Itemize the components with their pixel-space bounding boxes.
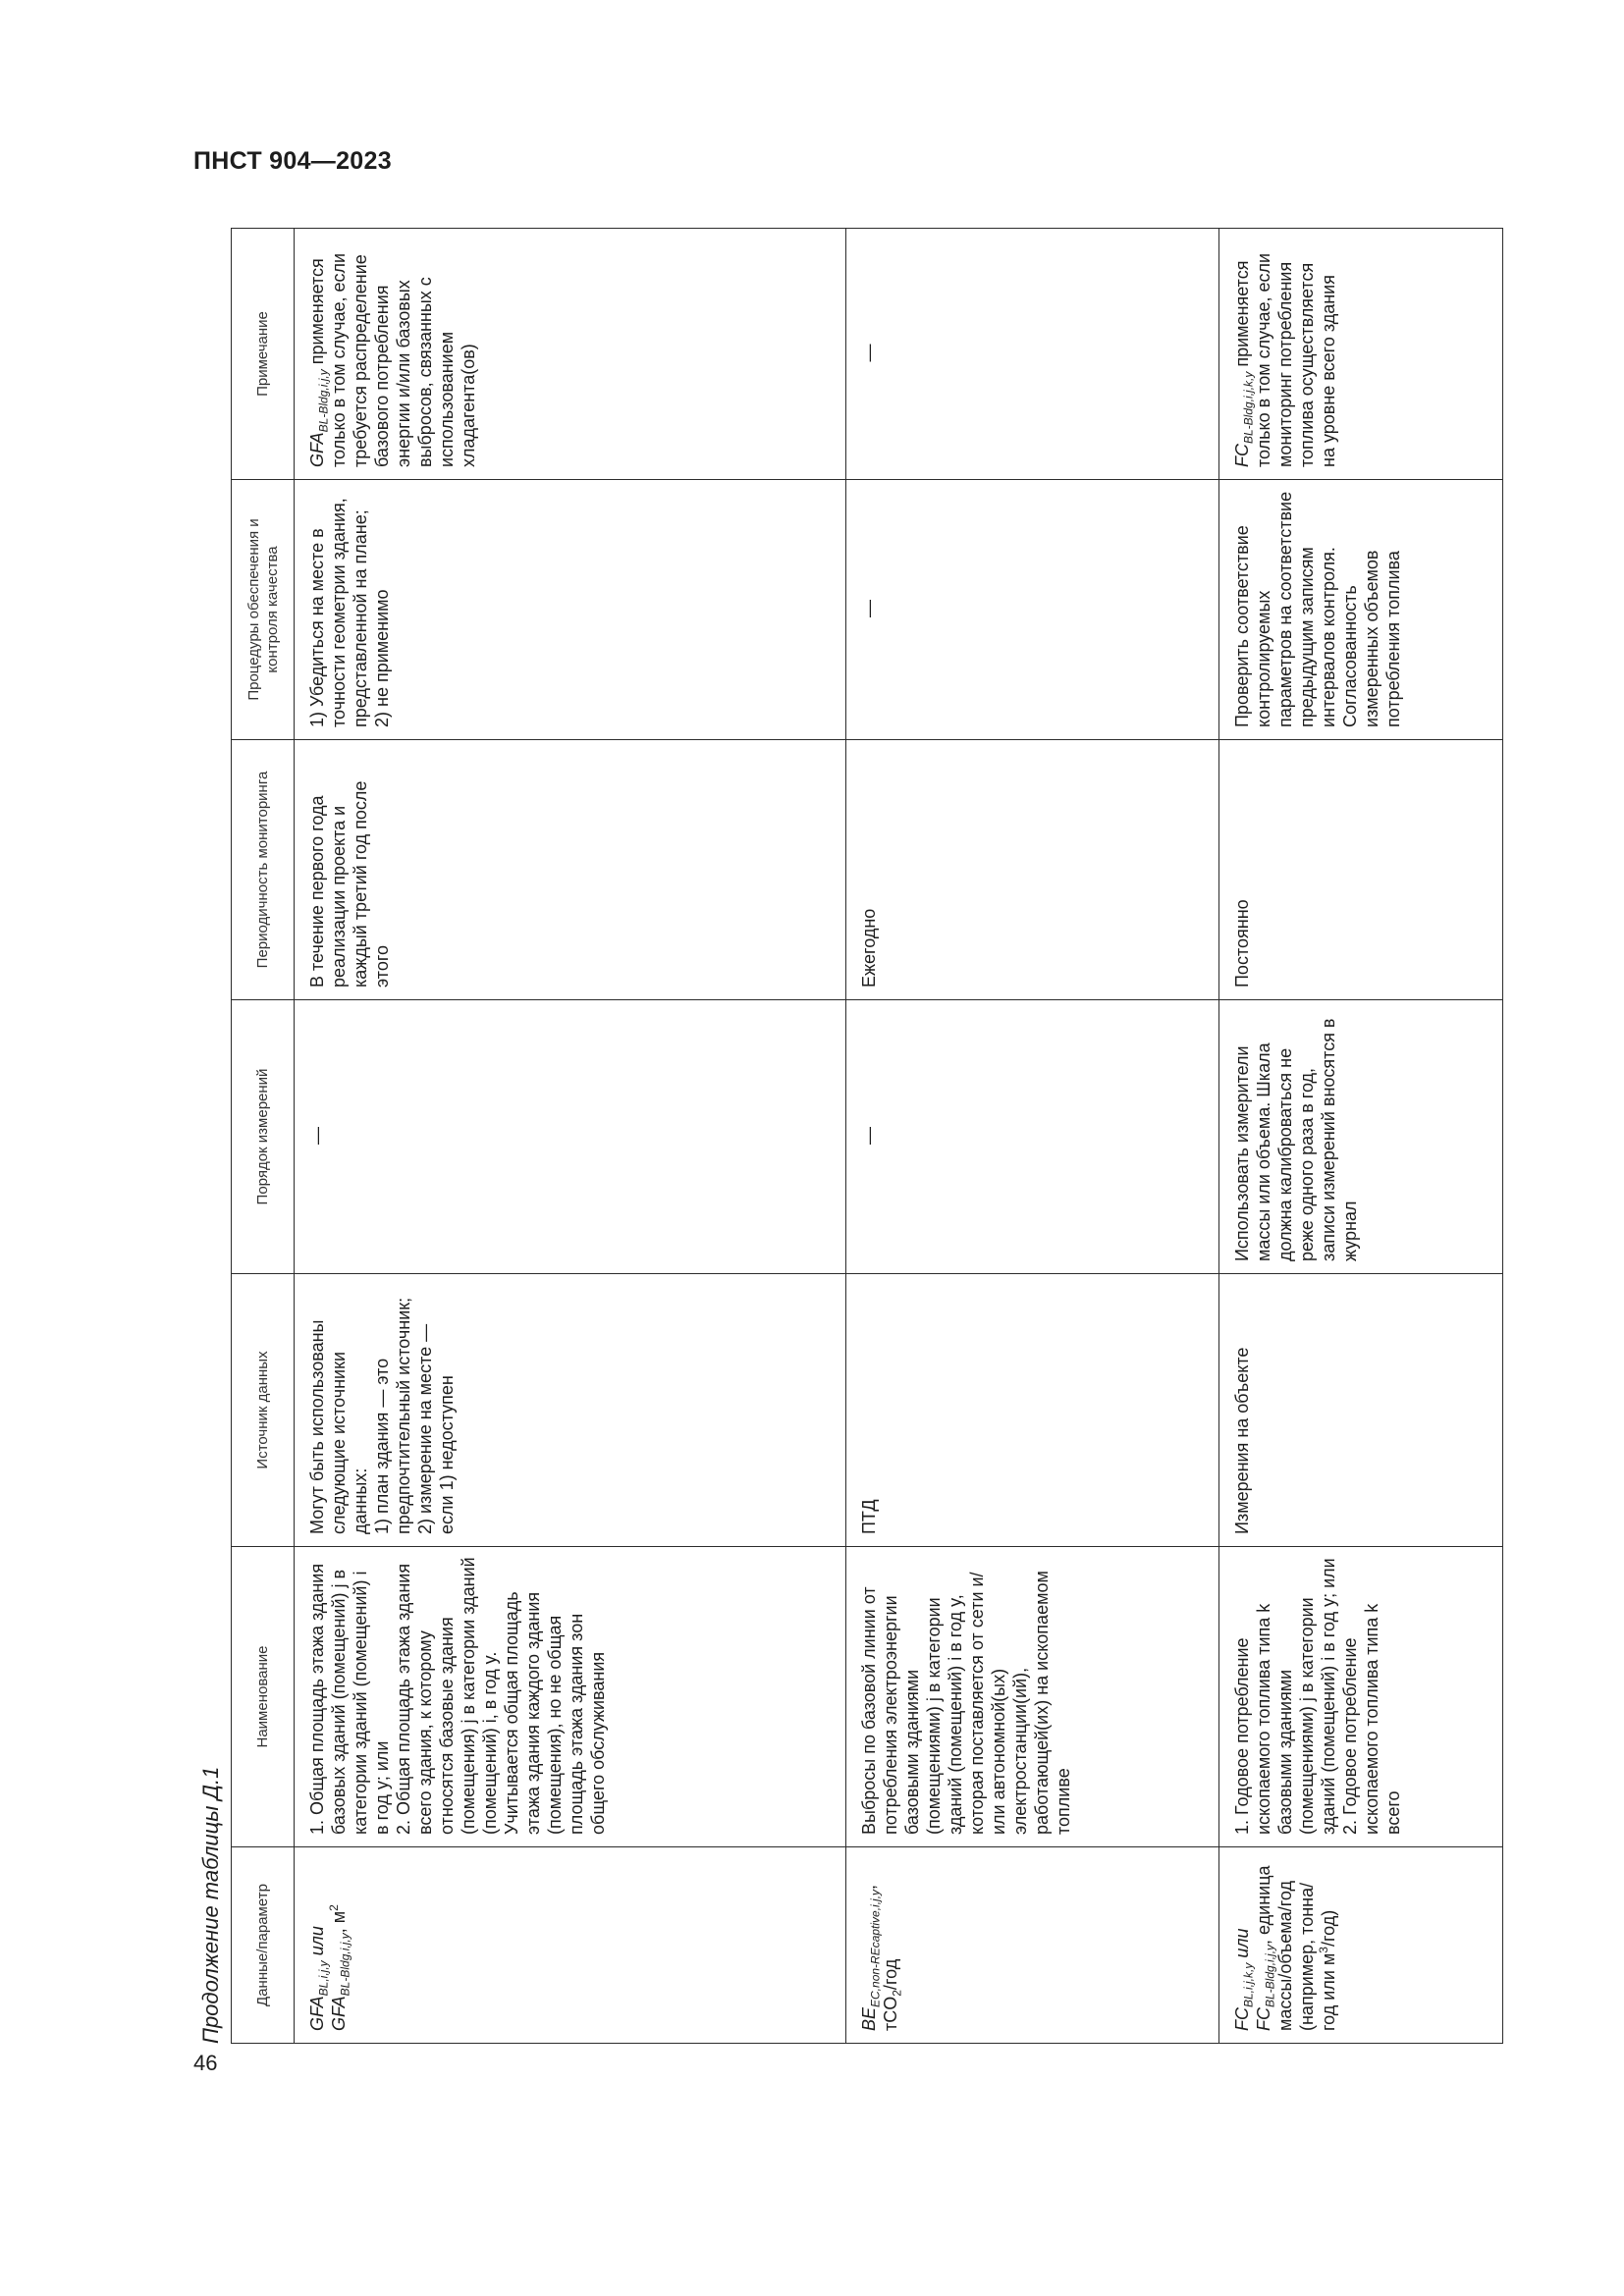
- note-cell: $FC_{BL-Bldg,i,j,k,y}$ применяется только в том случае, если мониторинг потребления топлива осуществляется на уровне всего здания: [1219, 229, 1503, 480]
- page-number: 46: [193, 2051, 218, 2075]
- name-cell: Выбросы по базовой линии от потребления электроэнергии базовыми зданиями (помещениями) j в категории зданий (помещений) i в год y, которая поставляется от сети и/или автономной(ых) электростанции(ий), работающей(их) на ископаемом топливе: [846, 1547, 1219, 1847]
- table-row: [1219, 229, 1503, 2044]
- column-header: Источник данных: [232, 1274, 295, 1547]
- qa-qc-cell: 1) Убедиться на месте в точности геометрии здания, представленной на плане; 2) не применимо: [295, 480, 846, 740]
- source-cell: Могут быть использованы следующие источники данных: 1) план здания — это предпочтительный источник; 2) измерение на месте — если 1) недоступен: [295, 1274, 846, 1547]
- measurement-cell: Использовать измерители массы или объема. Шкала должна калиброваться не реже одного раза в год, записи измерений вносятся в журнал: [1219, 1000, 1503, 1274]
- table-row: [295, 229, 846, 2044]
- column-header: Примечание: [232, 229, 295, 480]
- column-header: Порядок измерений: [232, 1000, 295, 1274]
- qa-qc-cell: —: [846, 480, 1219, 740]
- table-header-row: [232, 229, 295, 2044]
- rotated-table-region: [191, 229, 1502, 2044]
- frequency-cell: В течение первого года реализации проекта и каждый третий год после этого: [295, 740, 846, 1000]
- measurement-cell: —: [295, 1000, 846, 1274]
- table-caption: Продолжение таблицы Д.1: [198, 1766, 223, 2044]
- source-cell: ПТД: [846, 1274, 1219, 1547]
- column-header: Периодичность мониторинга: [232, 740, 295, 1000]
- param-cell: $FC_{BL,i,j,k,y}$ или $FC_{BL-Bldg,i,j,y}$, единица массы/объема/год (например, тонна/год или $м^3/год$): [1219, 1847, 1503, 2044]
- name-cell: 1. Годовое потребление ископаемого топлива типа k базовыми зданиями (помещениями) j в категории зданий (помещений) i в год y; или 2. Годовое потребление ископаемого топлива типа k всего: [1219, 1547, 1503, 1847]
- frequency-cell: Ежегодно: [846, 740, 1219, 1000]
- column-header: Процедуры обеспечения и контроля качества: [232, 480, 295, 740]
- column-header: Наименование: [232, 1547, 295, 1847]
- name-cell: 1. Общая площадь этажа здания базовых зданий (помещений) j в категории зданий (помещений) i в год y; или 2. Общая площадь этажа здания всего здания, к которому относятся базовые здания (помещения) j в категории зданий (помещений) i, в год y. Учитывается общая площадь этажа здания каждого здания (помещения), но не общая площадь этажа здания зон общего обслуживания: [295, 1547, 846, 1847]
- column-header: Данные/параметр: [232, 1847, 295, 2044]
- qa-qc-cell: Проверить соответствие контролируемых параметров на соответствие предыдущим записям интервалов контроля. Согласованность измеренных объемов потребления топлива: [1219, 480, 1503, 740]
- source-cell: Измерения на объекте: [1219, 1274, 1503, 1547]
- param-cell: $GFA_{BL,i,j,y}$ или $GFA_{BL-Bldg,i,j,y}$, $м^2$: [295, 1847, 846, 2044]
- data-table: [231, 228, 1503, 2044]
- document-code: ПНСТ 904—2023: [193, 147, 392, 175]
- note-cell: —: [846, 229, 1219, 480]
- note-cell: $GFA_{BL-Bldg,i,j,y}$ применяется только в том случае, если требуется распределение базового потребления энергии и/или базовых выбросов, связанных с использованием хладагента(ов): [295, 229, 846, 480]
- frequency-cell: Постоянно: [1219, 740, 1503, 1000]
- measurement-cell: —: [846, 1000, 1219, 1274]
- table-row: [846, 229, 1219, 2044]
- param-cell: $BE_{EC,non-REcaptive,i,j,y}$, тCO$_2$/год: [846, 1847, 1219, 2044]
